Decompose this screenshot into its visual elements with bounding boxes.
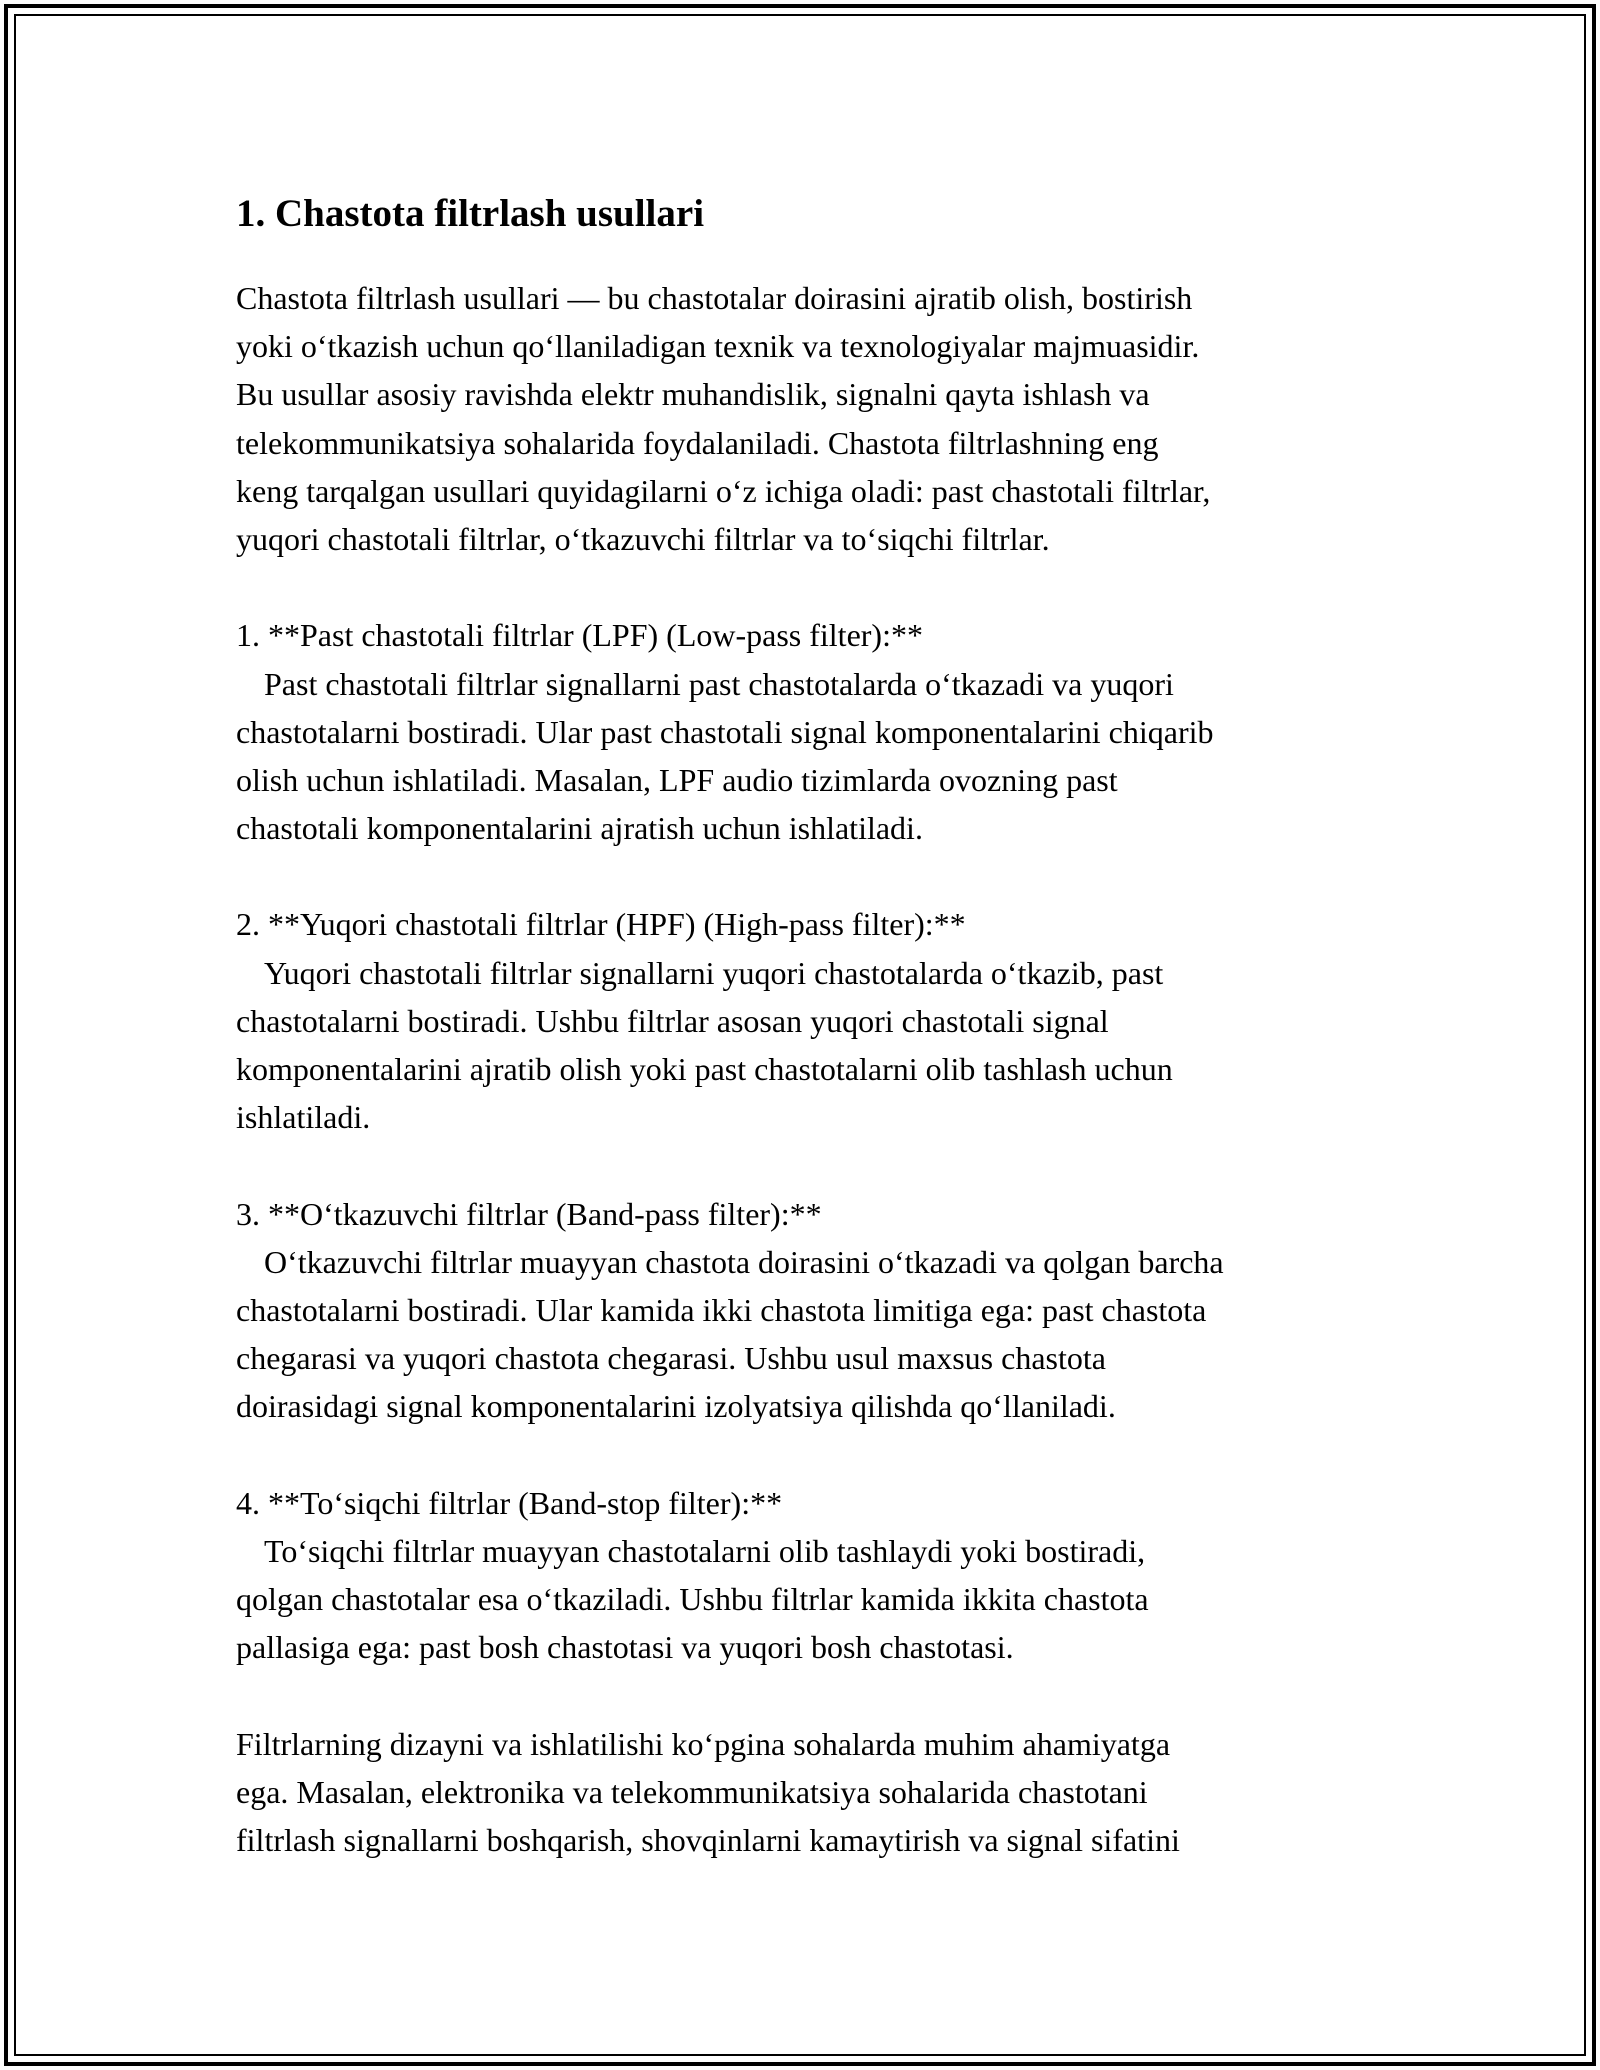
section-line: chastotalarni bostiradi. Ular kamida ikki chastota limitiga ega: past chastota: [236, 1291, 1207, 1328]
closing-paragraph: [236, 1720, 1386, 1865]
section-line: ishlatiladi.: [236, 1099, 371, 1136]
intro-line: Bu usullar asosiy ravishda elektr muhandislik, signalni qayta ishlash va: [236, 376, 1150, 413]
closing-line: filtrlash signallarni boshqarish, shovqinlarni kamaytirish va signal sifatini: [236, 1822, 1180, 1858]
intro-line: Chastota filtrlash usullari — bu chastotalar doirasini ajratib olish, bostirish: [236, 280, 1193, 316]
intro-line: yoki o‘tkazish uchun qo‘llaniladigan texnik va texnologiyalar majmuasidir.: [236, 328, 1200, 365]
closing-line: Filtrlarning dizayni va ishlatilishi ko‘pgina sohalarda muhim ahamiyatga: [236, 1725, 1171, 1762]
section-line: chastotali komponentalarini ajratish uchun ishlatiladi.: [236, 810, 923, 847]
section-heading: 3. **O‘tkazuvchi filtrlar (Band-pass filter):**: [236, 1195, 822, 1232]
section-line: qolgan chastotalar esa o‘tkaziladi. Ushbu filtrlar kamida ikkita chastota: [236, 1581, 1149, 1618]
section-line: chastotalarni bostiradi. Ushbu filtrlar asosan yuqori chastotali signal: [236, 1002, 1109, 1039]
section-hpf: [236, 900, 1386, 1141]
section-line: Yuqori chastotali filtrlar signallarni yuqori chastotalarda o‘tkazib, past: [264, 954, 1164, 991]
section-line: chastotalarni bostiradi. Ular past chastotali signal komponentalarini chiqarib: [236, 713, 1214, 750]
section-lpf: [236, 611, 1386, 852]
section-line: Past chastotali filtrlar signallarni past chastotalarda o‘tkazadi va yuqori: [264, 665, 1174, 702]
section-line: pallasiga ega: past bosh chastotasi va yuqori bosh chastotasi.: [236, 1629, 1014, 1666]
section-line: olish uchun ishlatiladi. Masalan, LPF audio tizimlarda ovozning past: [236, 761, 1118, 798]
intro-paragraph: [236, 274, 1386, 563]
section-heading: 4. **To‘siqchi filtrlar (Band-stop filter):**: [236, 1484, 783, 1521]
document-title: 1. Chastota filtrlash usullari: [236, 192, 705, 235]
section-heading: 2. **Yuqori chastotali filtrlar (HPF) (High-pass filter):**: [236, 906, 966, 943]
intro-line: yuqori chastotali filtrlar, o‘tkazuvchi filtrlar va to‘siqchi filtrlar.: [236, 520, 1050, 557]
section-line: chegarasi va yuqori chastota chegarasi. Ushbu usul maxsus chastota: [236, 1340, 1106, 1377]
section-line: doirasidagi signal komponentalarini izolyatsiya qilishda qo‘llaniladi.: [236, 1388, 1116, 1425]
section-band-stop: [236, 1479, 1386, 1672]
section-heading: 1. **Past chastotali filtrlar (LPF) (Low-pass filter):**: [236, 617, 923, 654]
intro-line: keng tarqalgan usullari quyidagilarni o‘z ichiga oladi: past chastotali filtrlar,: [236, 472, 1211, 509]
section-band-pass: [236, 1190, 1386, 1431]
section-line: O‘tkazuvchi filtrlar muayyan chastota doirasini o‘tkazadi va qolgan barcha: [264, 1243, 1224, 1280]
closing-line: ega. Masalan, elektronika va telekommunikatsiya sohalarida chastotani: [236, 1773, 1148, 1810]
section-line: To‘siqchi filtrlar muayyan chastotalarni olib tashlaydi yoki bostiradi,: [264, 1532, 1146, 1569]
section-line: komponentalarini ajratib olish yoki past chastotalarni olib tashlash uchun: [236, 1051, 1173, 1087]
document-body: [236, 186, 1386, 1864]
intro-line: telekommunikatsiya sohalarida foydalaniladi. Chastota filtrlashning eng: [236, 424, 1159, 461]
